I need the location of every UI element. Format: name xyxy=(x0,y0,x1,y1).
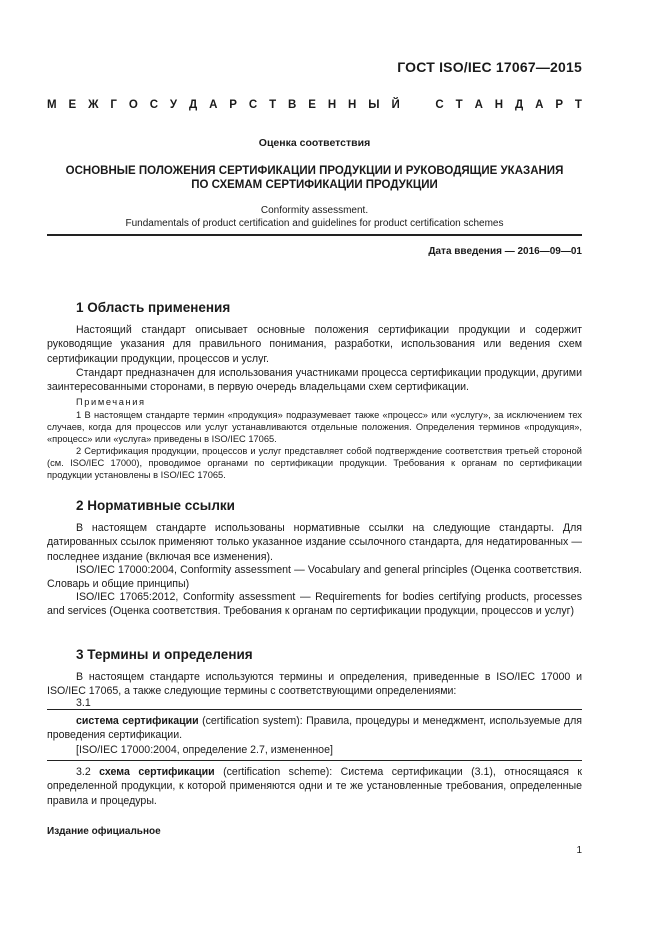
banner-letter: Т xyxy=(574,99,582,111)
term-3-2-number: 3.2 xyxy=(76,766,100,778)
banner-letter: У xyxy=(169,99,178,111)
banner-letter: Г xyxy=(110,99,117,111)
banner-letter: Т xyxy=(455,99,463,111)
document-subtitle: Оценка соответствия xyxy=(258,137,371,149)
banner-letter: Д xyxy=(188,99,198,111)
banner-letter: С xyxy=(435,99,444,111)
english-title-line: Conformity assessment. xyxy=(260,205,369,216)
banner-letter: Р xyxy=(229,99,237,111)
page-number: 1 xyxy=(576,845,582,856)
section-1-heading: 1 Область применения xyxy=(76,300,231,315)
banner-letter: А xyxy=(535,99,544,111)
banner-letter: В xyxy=(288,99,297,111)
title-divider xyxy=(47,234,582,236)
note-1: 1 В настоящем стандарте термин «продукция» подразумевает также «процесс» или «услугу», за исключением тех случаев, когда для процессов или услуг устанавливаются отдельные положения. Определения терминов «продукция», «процесс» или «услуга» приведены в ISO/IEC 17065. xyxy=(47,410,582,445)
banner-letter: Р xyxy=(555,99,564,111)
english-title xyxy=(47,204,582,230)
section-1-paragraph-2: Стандарт предназначен для использования участниками процесса сертификации продукции, другими заинтересованными сторонами, в первую очередь владельцами схем сертификации. xyxy=(47,367,582,394)
banner-letter: А xyxy=(209,99,218,111)
banner-letter: М xyxy=(47,99,57,111)
english-title-line: Fundamentals of product certification and guidelines for product certification schemes xyxy=(125,218,504,229)
banner-letter: С xyxy=(149,99,158,111)
term-3-1-text: (certification system): Правила, процедуры и менеджмент, используемые для проведения сертификации. xyxy=(47,715,582,742)
banner-letter: Ы xyxy=(368,99,380,111)
banner-letter: Т xyxy=(269,99,277,111)
notes-heading: Примечания xyxy=(76,397,146,407)
document-title xyxy=(47,164,582,192)
section-2-paragraph-1: В настоящем стандарте использованы нормативные ссылки на следующие стандарты. Для датированных ссылок применяют только указанное издание ссылочного стандарта, для недатированных — последнее издание (включая все изменения). xyxy=(47,522,582,563)
normative-reference-1: ISO/IEC 17000:2004, Conformity assessment — Vocabulary and general principles (Оценка соответствия. Словарь и общие принципы) xyxy=(47,564,582,591)
term-3-1-definition xyxy=(47,714,582,743)
banner-letter: Е xyxy=(68,99,77,111)
banner-letter: А xyxy=(474,99,483,111)
banner-letter: О xyxy=(128,99,138,111)
section-3-heading: 3 Термины и определения xyxy=(76,647,253,662)
term-3-1-number: 3.1 xyxy=(76,697,91,709)
section-2-heading: 2 Нормативные ссылки xyxy=(76,498,235,513)
note-2: 2 Сертификация продукции, процессов и услуг представляет собой подтверждение соответствия третьей стороной (см. ISO/IEC 17000), проводимое органами по сертификации продукции. Требования к органам по сертификации продукции установлены в ISO/IEC 17065. xyxy=(47,446,582,481)
term-3-2-text: (certification scheme): Система сертификации (3.1), относящаяся к определенной продукции, к которой применяются одни и те же установленные требования, определенные правила и процедуры. xyxy=(47,766,583,807)
banner-letter: Н xyxy=(348,99,357,111)
banner-letter: С xyxy=(248,99,258,111)
title-line: ОСНОВНЫЕ ПОЛОЖЕНИЯ СЕРТИФИКАЦИИ ПРОДУКЦИИ И РУКОВОДЯЩИЕ УКАЗАНИЯ xyxy=(65,165,564,177)
term-3-1-source: [ISO/IEC 17000:2004, определение 2.7, измененное] xyxy=(76,743,333,756)
standard-type-banner xyxy=(47,99,582,111)
banner-letter: Д xyxy=(515,99,524,111)
banner-letter: Ж xyxy=(88,99,99,111)
normative-reference-2: ISO/IEC 17065:2012, Conformity assessment — Requirements for bodies certifying products, processes and services (Оценка соответствия. Требования к органам по сертификации продукции, процессов и услуг) xyxy=(47,591,582,618)
official-edition-label: Издание официальное xyxy=(47,826,161,837)
section-3-paragraph-1: В настоящем стандарте используются термины и определения, приведенные в ISO/IEC 17000 и ISO/IEC 17065, а также следующие термины с соответствующими определениями: xyxy=(47,671,582,698)
banner-letter: Й xyxy=(391,99,400,111)
introduction-date: Дата введения — 2016—09—01 xyxy=(428,246,582,257)
term-3-2-definition xyxy=(47,765,582,808)
banner-letter: Н xyxy=(327,99,337,111)
title-line: ПО СХЕМАМ СЕРТИФИКАЦИИ ПРОДУКЦИИ xyxy=(191,179,438,191)
term-3-2-term: схема сертификации xyxy=(99,766,215,778)
banner-letter: Н xyxy=(494,99,504,111)
term-3-1-term: система сертификации xyxy=(76,715,199,727)
document-code: ГОСТ ISO/IEC 17067—2015 xyxy=(397,59,582,75)
term-3-1-box xyxy=(47,709,582,761)
banner-letter: Е xyxy=(308,99,316,111)
section-1-paragraph-1: Настоящий стандарт описывает основные положения сертификации продукции и содержит руководящие указания для правильного понимания, разработки, использования или ведения схем сертификации продукции, процессов и услуг. xyxy=(47,324,582,365)
